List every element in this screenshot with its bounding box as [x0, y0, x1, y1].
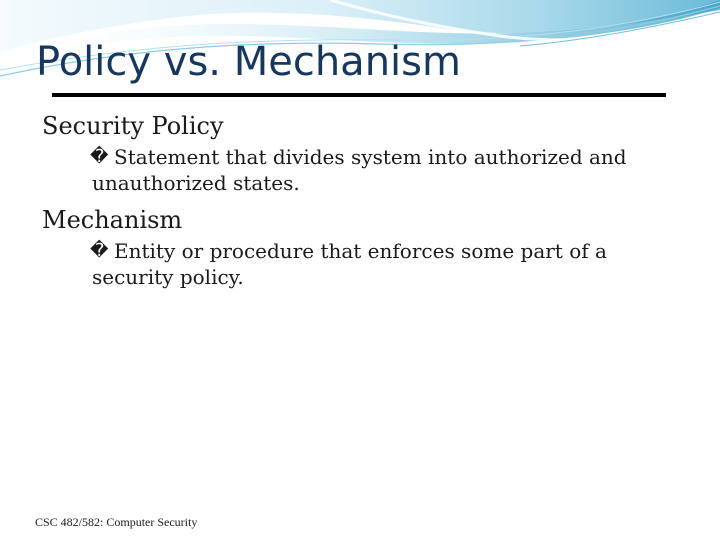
point-heading-mechanism: Mechanism: [42, 206, 183, 234]
point-heading-security-policy: Security Policy: [42, 112, 224, 140]
sub-point-text-statement: Statement that divides system into authorized and unauthorized states.: [92, 145, 627, 195]
sub-point-entity: [90, 238, 614, 290]
title-underline: [52, 93, 666, 97]
bullet-icon: �: [90, 240, 109, 261]
point-security-policy: [42, 110, 682, 196]
slide-title: Policy vs. Mechanism: [36, 39, 461, 85]
bullet-icon: �: [90, 146, 109, 167]
slide-content: [42, 110, 682, 298]
sub-point-text-entity: Entity or procedure that enforces some part of a security policy.: [92, 239, 607, 289]
sub-point-statement: [90, 144, 634, 196]
point-mechanism: [42, 204, 682, 290]
slide-footer: CSC 482/582: Computer Security: [35, 515, 198, 529]
